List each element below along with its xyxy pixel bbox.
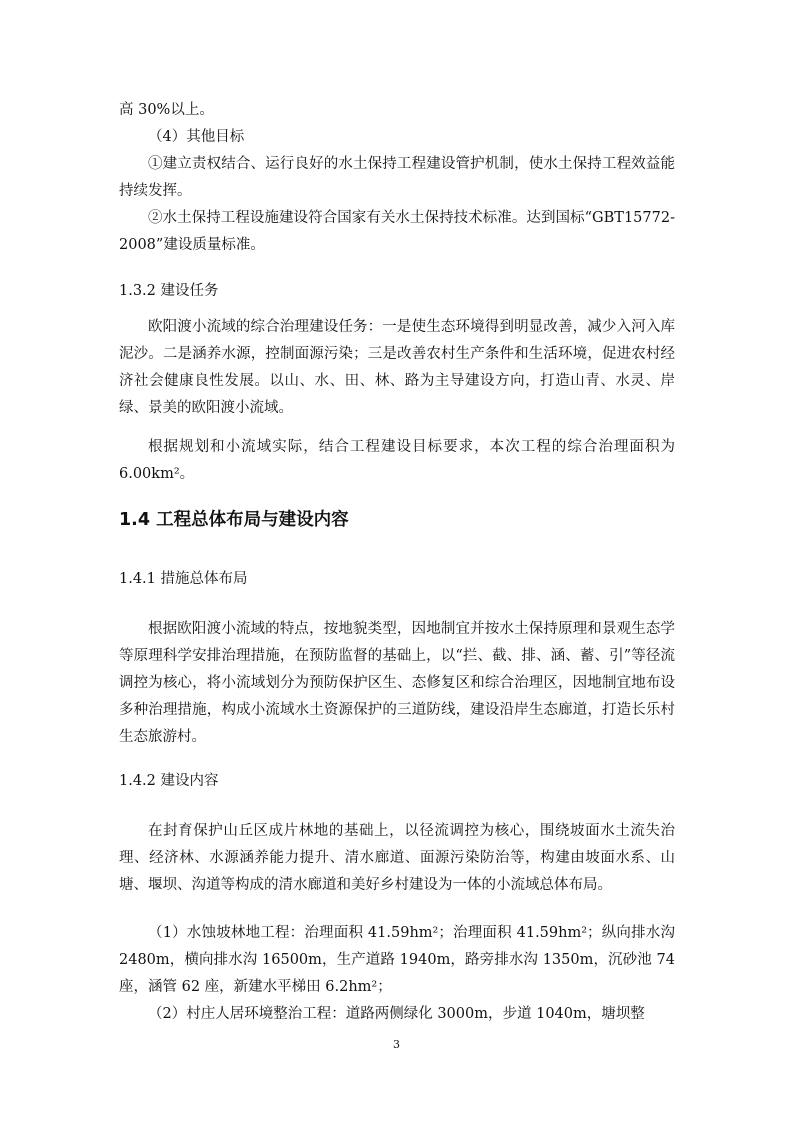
section-heading-1-4-2: 1.4.2 建设内容 xyxy=(119,773,219,789)
page-number: 3 xyxy=(393,1038,400,1051)
section-heading-1-3-2: 1.3.2 建设任务 xyxy=(119,283,219,299)
text-line: 高 30%以上。 xyxy=(119,102,214,118)
paragraph-layout: 根据欧阳渡小流域的特点，按地貌类型，因地制宜并按水土保持原理和景观生态学等原理科学安排治理措施，在预防监督的基础上，以“拦、截、排、涵、蓄、引”等径流调控为核心，将小流域划分为预防保护区生、态修复区和综合治理区，因地制宜地布设多种治理措施，构成小流域水土资源保护的三道防线，建设沿岸生态廊道，打造长乐村生态旅游村。 xyxy=(119,621,675,745)
paragraph-construction-content: 在封育保护山丘区成片林地的基础上，以径流调控为核心，围绕坡面水土流失治理、经济林、水源涵养能力提升、清水廊道、面源污染防治等，构建由坡面水系、山塘、堰坝、沟道等构成的清水廊道和美好乡村建设为一体的小流域总体布局。 xyxy=(119,823,675,893)
paragraph-item-1: （1）水蚀坡林地工程：治理面积 41.59hm²；治理面积 41.59hm²；纵向排水沟 2480m，横向排水沟 16500m，生产道路 1940m，路旁排水沟 1350m，沉砂池 74 座，涵管 62 座，新建水平梯田 6.2hm²； xyxy=(119,925,675,995)
paragraph-goal-1: ①建立责权结合、运行良好的水土保持工程建设管护机制，使水土保持工程效益能持续发挥。 xyxy=(119,156,675,199)
paragraph-treatment-area: 根据规划和小流域实际，结合工程建设目标要求，本次工程的综合治理面积为 6.00km²。 xyxy=(119,439,675,482)
section-heading-1-4-1: 1.4.1 措施总体布局 xyxy=(119,571,248,587)
section-heading-1-4: 1.4 工程总体布局与建设内容 xyxy=(119,510,349,530)
list-heading-other-goals: （4）其他目标 xyxy=(148,129,245,145)
paragraph-goal-2: ②水土保持工程设施建设符合国家有关水土保持技术标准。达到国标“GBT15772-2008”建设质量标准。 xyxy=(119,210,675,253)
paragraph-construction-tasks: 欧阳渡小流域的综合治理建设任务：一是使生态环境得到明显改善，减少入河入库泥沙。二是涵养水源，控制面源污染；三是改善农村生产条件和生活环境，促进农村经济社会健康良性发展。以山、水、田、林、路为主导建设方向，打造山青、水灵、岸绿、景美的欧阳渡小流域。 xyxy=(119,319,675,416)
paragraph-item-2: （2）村庄人居环境整治工程：道路两侧绿化 3000m，步道 1040m，塘坝整 xyxy=(148,1006,645,1022)
